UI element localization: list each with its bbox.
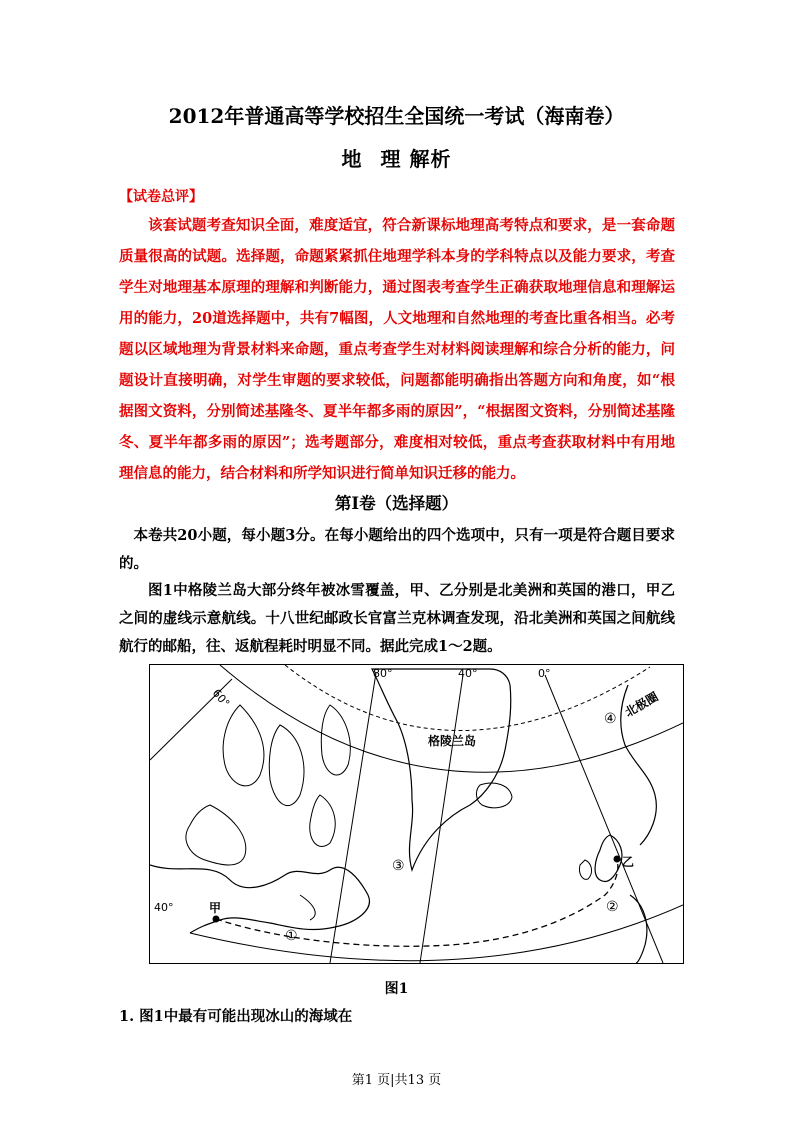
page-footer: 第1 页|共13 页 [351, 1073, 442, 1088]
port-jia-marker [213, 916, 220, 923]
hudson-bay-coast [186, 805, 246, 865]
subtitle-part-1: 地 [341, 147, 363, 171]
subtitle-part-2: 理 [380, 147, 402, 171]
instructions-text: 本卷共20小题，每小题3分。在每小题给出的四个选项中，只有一项是符合题目要求的。 [119, 527, 675, 572]
section-title: 第Ⅰ卷（选择题） [334, 494, 459, 513]
ireland [579, 860, 591, 879]
port-yi-label: 乙 [622, 855, 635, 869]
lon-60-label: 60° [209, 686, 233, 710]
labrador-coast [300, 895, 315, 920]
sea-4-label: ④ [604, 711, 617, 727]
page-title: 2012年普通高等学校招生全国统一考试（海南卷） [168, 104, 625, 128]
lon-0-label: 0° [538, 667, 551, 680]
arctic-island-4 [310, 795, 335, 846]
figure-caption: 图1 [384, 981, 409, 997]
question-1: 1. 图1中最有可能出现冰山的海域在 [119, 1008, 353, 1025]
subtitle-part-3: 解析 [409, 147, 452, 171]
sea-3-label: ③ [392, 858, 405, 874]
arctic-island-1 [223, 705, 264, 786]
sea-2-label: ② [606, 899, 619, 915]
meridian-80 [330, 673, 376, 963]
lon-40-label: 40° [458, 667, 478, 680]
sea-1-label: ① [285, 928, 298, 944]
arctic-circle-label: 北极圈 [622, 689, 661, 720]
summary-heading: 【试卷总评】 [119, 189, 203, 205]
shipping-route [216, 861, 618, 946]
port-yi-marker [614, 856, 621, 863]
arctic-island-2 [269, 725, 304, 806]
meridian-40 [420, 675, 463, 963]
lon-80-label: 80° [373, 667, 393, 680]
map-figure [149, 664, 684, 964]
europe-coast [630, 895, 647, 963]
intro-text: 图1中格陵兰岛大部分终年被冰雪覆盖，甲、乙分别是北美洲和英国的港口，甲乙之间的虚线示意航线。十八世纪邮政长官富兰克林调查发现，沿北美洲和英国之间航线航行的邮船，往、返航程耗时明显不同。据此完成1～2题。 [119, 582, 675, 655]
summary-text: 该套试题考查知识全面，难度适宜，符合新课标地理高考特点和要求，是一套命题质量很高的试题。选择题，命题紧紧抓住地理学科本身的学科特点以及能力要求，考查学生对地理基本原理的理解和判断能力，通过图表考查学生正确获取地理信息和理解运用的能力，20道选择题中，共有7幅图，人文地理和自然地理的考查比重各相当。必考题以区域地理为背景材料来命题，重点考查学生对材料阅读理解和综合分析的能力，问题设计直接明确，对学生审题的要求较低，问题都能明确指出答题方向和角度，如“根据图文资料，分别简述基隆冬、夏半年都多雨的原因”，“根据图文资料，分别简述基隆冬、夏半年都多雨的原因”；选考题部分，难度相对较低，重点考查获取材料中有用地理信息的能力，结合材料和所学知识进行简单知识迁移的能力。 [119, 217, 675, 482]
greenland-label: 格陵兰岛 [428, 734, 477, 748]
page-subtitle [0, 143, 793, 172]
lat-40-label: 40° [154, 901, 174, 914]
port-jia-label: 甲 [209, 901, 222, 915]
